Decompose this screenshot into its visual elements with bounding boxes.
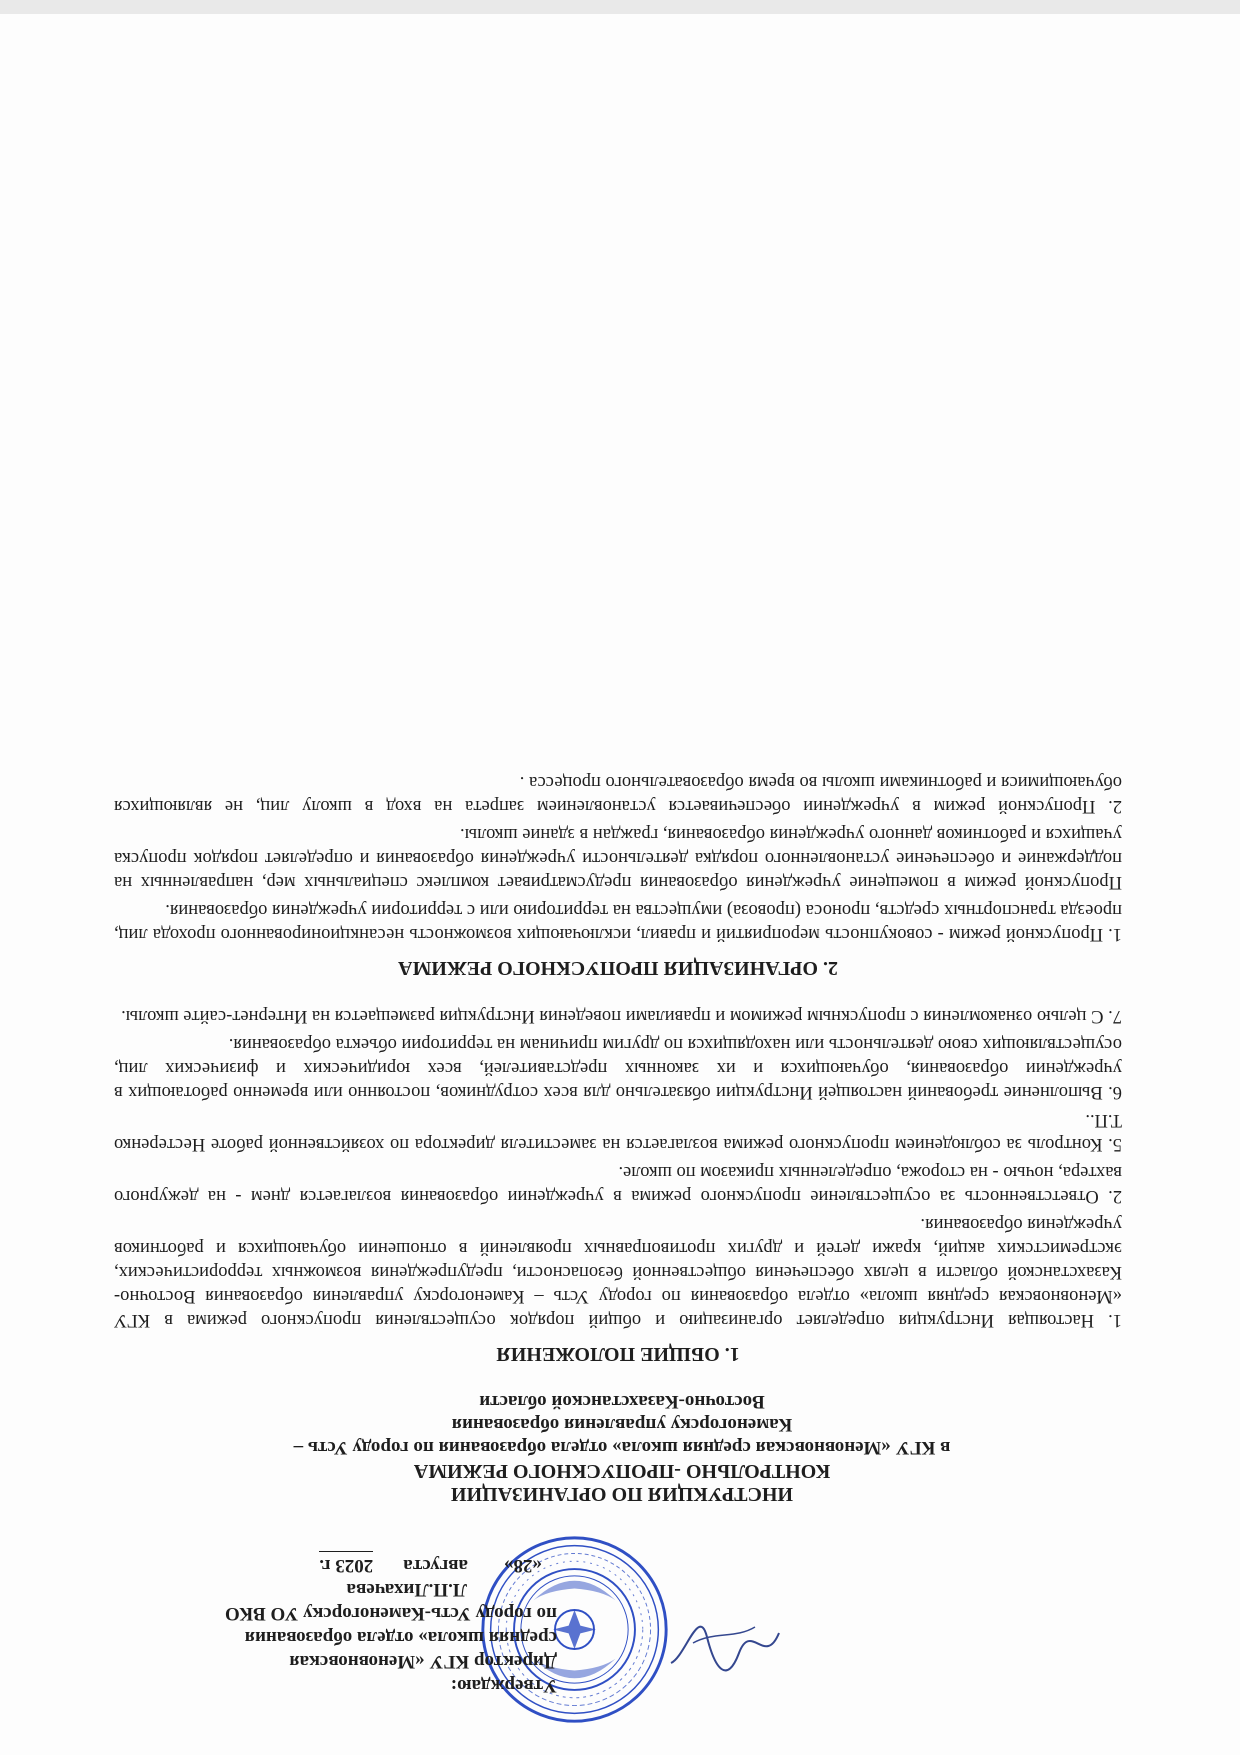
approval-label: Утверждаю: [450,1675,557,1696]
scan-edge [0,0,1240,14]
title-line-1: ИНСТРУКЦИЯ ПО ОРГАНИЗАЦИИ [451,1483,794,1505]
title-line-2: КОНТРОЛЬНО -ПРОПУСКНОГО РЕЖИМА [413,1460,831,1482]
section-2-paragraph-2: 2. Пропускной режим в учреждении обеспечивается установлением запрета на вход в школу лиц, не являющихся обучающимися и работниками школы во время образовательного процесса . [114,772,1122,816]
approval-date [117,1551,557,1577]
approval-position-line-3: по городу Усть-Каменогорску УО ВКО [225,1603,557,1624]
section-1-paragraph-7: 7. С целью ознакомления с пропускным режимом и правилами поведения Инструкция размещается на Интернет-сайте школы. [121,1006,1122,1026]
approval-date-day: «28» [504,1555,542,1576]
section-2-paragraph-1: 1. Пропускной режим - совокупность мероприятий и правил, исключающих возможность несанкционированного прохода лиц, проезда транспортных средств, проноса (провоза) имущества на территорию или с территории учреждения образования. [114,900,1122,944]
section-1-heading: 1. ОБЩИЕ ПОЛОЖЕНИЯ [496,1343,740,1365]
section-1-paragraph-1: 1. Настоящая Инструкция определяет организацию и общий порядок осуществления пропускного режима в КГУ «Меновновская средняя школа» отдела образования по городу Усть – Каменогорску управления образования Восточно-Казахстанской области в целях обеспечения общественной безопасности, предупреждения возможных террористических, экстремистских акций, кражи детей и других противоправных проявлений в отношении обучающихся и работников учреждения образования. [114,1214,1122,1330]
approval-signer: Л.П.Лихачева [346,1579,467,1600]
approval-block [117,1551,557,1697]
approval-date-year: 2023 г. [319,1551,373,1577]
document-title [262,1390,982,1505]
section-2-paragraph-1b: Пропускной режим в помещение учреждения образования предусматривает комплекс специальных мер, направленных на поддержание и обеспечение установленного порядка деятельности учреждения образования и определяет порядок пропуска учащихся и работников данного учреждения образования, граждан в здание школы. [114,824,1122,892]
section-1-paragraph-5: 5. Контроль за соблюдением пропускного режима возлагается на заместителя директора по хозяйственной работе Нестеренко Т.П.. [114,1110,1122,1154]
title-line-3: в КГУ «Меновновская средняя школа» отдела образования по городу Усть – [293,1437,951,1458]
approval-date-month: августа [403,1555,468,1576]
approval-position-line-2: средняя школа» отдела образования [244,1627,557,1648]
approval-position-line-1: Директор КГУ «Меновновская [289,1651,557,1672]
section-2-heading: 2. ОРГАНИЗАЦИЯ ПРОПУСКНОГО РЕЖИМА [398,957,838,979]
document-content [114,766,1122,1697]
title-line-5: Восточно-Казахстанской области [479,1391,765,1412]
section-1-paragraph-6: 6. Выполнение требований настоящей Инструкции обязательно для всех сотрудников, постоянно или временно работающих в учреждении образования, обучающихся и их законных представителей, всех юридических и физических лиц, осуществляющих свою деятельность или находящихся по другим причинам на территории объекта образования. [114,1034,1122,1102]
section-1-paragraph-2: 2. Ответственность за осуществление пропускного режима в учреждении образования возлагается днем - на дежурного вахтера, ночью - на сторожа, определенных приказом по школе. [114,1162,1122,1206]
title-line-4: Каменогорску управления образования [451,1414,793,1435]
